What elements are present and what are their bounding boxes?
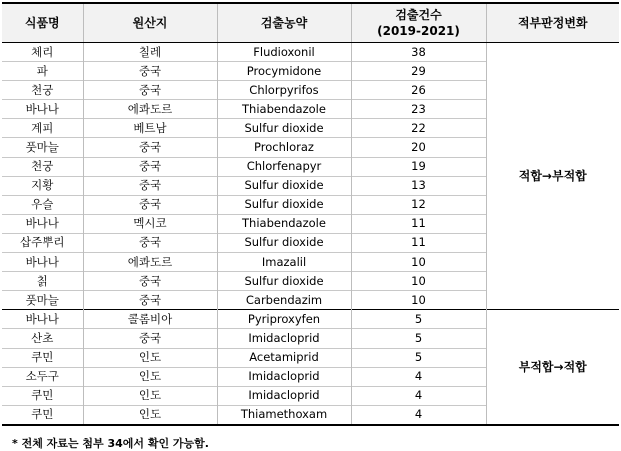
header-food-name: 식품명 — [2, 3, 83, 43]
header-detection-count — [351, 3, 486, 43]
cell-origin: 베트남 — [83, 119, 217, 138]
cell-detection-count: 11 — [351, 233, 486, 252]
cell-detection-count: 13 — [351, 176, 486, 195]
cell-detection-count: 10 — [351, 291, 486, 310]
cell-pesticide: Acetamiprid — [217, 348, 351, 367]
cell-detection-count: 4 — [351, 367, 486, 386]
cell-food-name: 바나나 — [2, 100, 83, 119]
detection-table — [2, 2, 619, 426]
cell-origin: 중국 — [83, 157, 217, 176]
cell-origin: 인도 — [83, 405, 217, 425]
cell-food-name: 삽주뿌리 — [2, 233, 83, 252]
cell-food-name: 지황 — [2, 176, 83, 195]
cell-pesticide: Sulfur dioxide — [217, 176, 351, 195]
cell-origin: 중국 — [83, 233, 217, 252]
cell-detection-count: 4 — [351, 405, 486, 425]
header-origin: 원산지 — [83, 3, 217, 43]
cell-detection-count: 10 — [351, 253, 486, 272]
footnote: * 전체 자료는 첨부 34에서 확인 가능함. — [12, 436, 209, 450]
cell-detection-count: 5 — [351, 348, 486, 367]
cell-pesticide: Sulfur dioxide — [217, 119, 351, 138]
cell-pesticide: Thiamethoxam — [217, 405, 351, 425]
cell-origin: 중국 — [83, 272, 217, 291]
cell-detection-count: 5 — [351, 310, 486, 329]
cell-origin: 중국 — [83, 138, 217, 157]
cell-detection-count: 19 — [351, 157, 486, 176]
header-detection-count-period: (2019-2021) — [377, 24, 460, 38]
cell-food-name: 산초 — [2, 329, 83, 348]
cell-detection-count: 11 — [351, 214, 486, 233]
cell-food-name: 체리 — [31, 44, 54, 59]
cell-pesticide: Imazalil — [217, 253, 351, 272]
cell-origin: 에콰도르 — [83, 253, 217, 272]
header-judgement-change: 적부판정변화 — [486, 3, 619, 43]
cell-food-name: 천궁 — [2, 157, 83, 176]
cell-origin: 중국 — [83, 81, 217, 100]
table-body — [2, 43, 619, 425]
cell-judgement-change: 적합→부적합 — [486, 43, 619, 310]
cell-food-name: 쿠민 — [2, 348, 83, 367]
cell-origin: 인도 — [83, 367, 217, 386]
cell-food-name: 우슬 — [2, 195, 83, 214]
cell-origin: 멕시코 — [83, 214, 217, 233]
cell-detection-count: 5 — [351, 329, 486, 348]
cell-judgement-change: 부적합→적합 — [486, 310, 619, 425]
cell-pesticide: Chlorfenapyr — [217, 157, 351, 176]
cell-food-name: 쿠민 — [2, 386, 83, 405]
cell-food-name: 바나나 — [2, 253, 83, 272]
cell-detection-count: 20 — [351, 138, 486, 157]
cell-food-name: 칡 — [2, 272, 83, 291]
cell-pesticide: Chlorpyrifos — [217, 81, 351, 100]
cell-pesticide: Sulfur dioxide — [217, 272, 351, 291]
cell-detection-count: 12 — [351, 195, 486, 214]
cell-origin: 중국 — [83, 329, 217, 348]
cell-detection-count: 29 — [351, 62, 486, 81]
cell-food-name: 쿠민 — [2, 405, 83, 425]
cell-food-name: 계피 — [2, 119, 83, 138]
cell-food-name: 바나나 — [2, 310, 83, 329]
cell-pesticide: Thiabendazole — [217, 100, 351, 119]
header-row — [2, 3, 619, 43]
cell-detection-count: 22 — [351, 119, 486, 138]
cell-pesticide: Pyriproxyfen — [217, 310, 351, 329]
cell-pesticide: Fludioxonil — [217, 43, 351, 62]
cell-pesticide: Carbendazim — [217, 291, 351, 310]
cell-origin: 인도 — [83, 386, 217, 405]
cell-detection-count: 38 — [351, 43, 486, 62]
cell-pesticide: Imidacloprid — [217, 367, 351, 386]
document — [2, 2, 619, 451]
cell-pesticide: Thiabendazole — [217, 214, 351, 233]
cell-detection-count: 4 — [351, 386, 486, 405]
cell-detection-count: 26 — [351, 81, 486, 100]
header-pesticide: 검출농약 — [217, 3, 351, 43]
cell-food-name: 소두구 — [2, 367, 83, 386]
cell-pesticide: Sulfur dioxide — [217, 195, 351, 214]
cell-pesticide: Imidacloprid — [217, 386, 351, 405]
cell-origin: 인도 — [83, 348, 217, 367]
cell-food-name: 풋마늘 — [2, 291, 83, 310]
cell-pesticide: Procymidone — [217, 62, 351, 81]
table-row — [2, 310, 619, 329]
table-row — [2, 43, 619, 62]
cell-origin: 중국 — [83, 176, 217, 195]
cell-origin: 중국 — [83, 291, 217, 310]
cell-detection-count: 23 — [351, 100, 486, 119]
cell-origin: 중국 — [83, 62, 217, 81]
cell-pesticide: Prochloraz — [217, 138, 351, 157]
cell-origin: 칠레 — [83, 43, 217, 62]
header-detection-count-label: 검출건수 — [395, 8, 442, 22]
cell-pesticide: Imidacloprid — [217, 329, 351, 348]
cell-food-name: 바나나 — [2, 214, 83, 233]
cell-food-name: 풋마늘 — [2, 138, 83, 157]
cell-origin: 콜롬비아 — [83, 310, 217, 329]
cell-origin: 중국 — [83, 195, 217, 214]
cell-food-name: 파 — [2, 62, 83, 81]
cell-origin: 에콰도르 — [83, 100, 217, 119]
cell-pesticide: Sulfur dioxide — [217, 233, 351, 252]
cell-detection-count: 10 — [351, 272, 486, 291]
cell-food-name: 천궁 — [2, 81, 83, 100]
